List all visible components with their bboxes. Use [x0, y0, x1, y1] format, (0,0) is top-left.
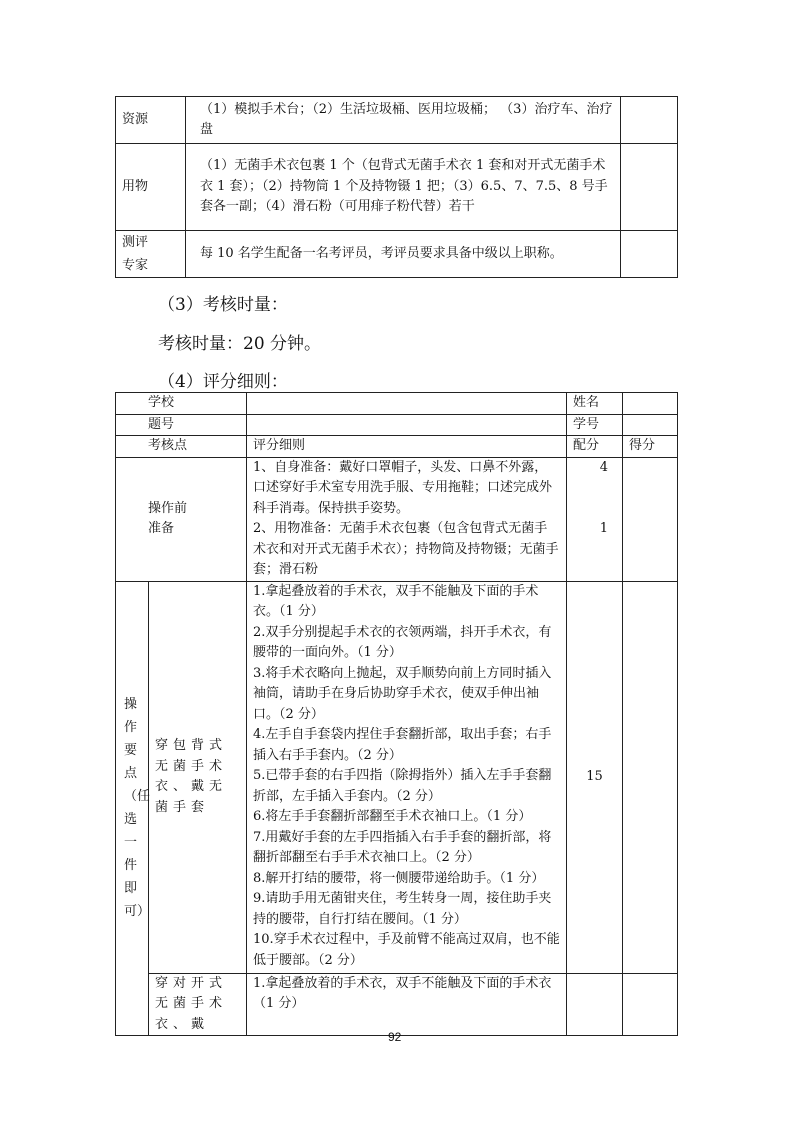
option2-steps: [247, 973, 567, 1036]
prep-item: 2、用物准备：无菌手术衣包裹（包含包背式无菌手术衣和对开式无菌手术衣）；持物筒及持物镊；无菌手套；滑石粉: [253, 521, 559, 577]
table-row: [116, 457, 678, 581]
step: 4.左手自手套袋内捏住手套翻折部，取出手套；右手插入右手手套内。（2 分）: [253, 727, 552, 763]
operation-label: 操作要点（任选一件即可）: [124, 697, 151, 920]
prep-detail-cell: [247, 457, 567, 581]
col-detail: 评分细则: [247, 436, 567, 458]
score-table: [115, 392, 678, 1036]
empty-cell: [621, 97, 678, 144]
school-label: 学校: [116, 393, 247, 415]
option1-steps: [247, 581, 567, 973]
option2-score: [623, 973, 678, 1036]
resources-table: [115, 96, 678, 278]
empty-cell: [621, 231, 678, 278]
option1-label-cell: [149, 581, 247, 973]
row-content: （1）无菌手术衣包裹 1 个（包背式无菌手术衣 1 套和对开式无菌手术衣 1 套）；（2）持物筒 1 个及持物镊 1 把；（3）6.5、7、7.5、8 号手套各一副；（4）滑石粉（可用痱子粉代替）若干: [186, 144, 621, 231]
question-label: 题号: [116, 414, 247, 436]
prep-score: [623, 457, 678, 581]
row-label-cell: [116, 231, 186, 278]
option2-label: 穿对开式无菌手术衣、戴: [155, 975, 228, 1032]
student-id-value: [623, 414, 678, 436]
prep-item: 1、自身准备：戴好口罩帽子，头发、口鼻不外露，口述穿好手术室专用洗手服、专用拖鞋；口述完成外科手消毒。保持拱手姿势。: [253, 459, 553, 516]
header-row: [116, 436, 678, 458]
row-label: 资源: [116, 97, 186, 144]
step: 10.穿手术衣过程中，手及前臂不能高过双肩，也不能低于腰部。（2 分）: [253, 932, 560, 968]
page-number: 92: [388, 1030, 402, 1044]
empty-cell: [621, 144, 678, 231]
col-point: 考核点: [116, 436, 247, 458]
name-label: 姓名: [567, 393, 623, 415]
section-heading: （3）考核时量：: [158, 295, 288, 315]
option2-label-cell: [149, 973, 247, 1036]
row-label: 测评专家: [122, 235, 149, 273]
question-value: [247, 414, 567, 436]
table-row: [116, 414, 678, 436]
step: 8.解开打结的腰带，将一侧腰带递给助手。（1 分）: [253, 870, 545, 886]
step: 9.请助手用无菌钳夹住，考生转身一周，接住助手夹持的腰带，自行打结在腰间。（1 分）: [253, 891, 552, 927]
row-content: （1）模拟手术台；（2）生活垃圾桶、医用垃圾桶； （3）治疗车、治疗盘: [186, 97, 621, 144]
table-row: [116, 393, 678, 415]
col-score: 得分: [623, 436, 678, 458]
step: 1.拿起叠放着的手术衣，双手不能触及下面的手术衣（1 分）: [253, 975, 552, 1011]
col-points: 配分: [567, 436, 623, 458]
option1-points: 15: [567, 581, 623, 973]
prep-points: 4: [599, 459, 609, 475]
step: 2.双手分别提起手术衣的衣领两端，抖开手术衣，有腰带的一面向外。（1 分）: [253, 624, 552, 660]
prep-points-cell: [567, 457, 623, 581]
option2-points: [567, 973, 623, 1036]
prep-points: 1: [599, 521, 609, 536]
step: 7.用戴好手套的左手四指插入右手手套的翻折部，将翻折部翻至右手手术衣袖口上。（2 分）: [253, 829, 552, 865]
table-row: [116, 231, 678, 278]
row-content: 每 10 名学生配备一名考评员，考评员要求具备中级以上职称。: [186, 231, 621, 278]
step: 6.将左手手套翻折部翻至手术衣袖口上。（1 分）: [253, 809, 532, 824]
step: 5.已带手套的右手四指（除拇指外）插入左手手套翻折部，左手插入手套内。（2 分）: [253, 768, 552, 804]
prep-label: 操作前准备: [148, 500, 188, 536]
table-row: [116, 97, 678, 144]
name-value: [623, 393, 678, 415]
prep-label-cell: [116, 457, 247, 581]
school-value: [247, 393, 567, 415]
table-row: [116, 581, 678, 973]
step: 3.将手术衣略向上抛起，双手顺势向前上方同时插入袖筒，请助手在身后协助穿手术衣，使双手伸出袖口。（2 分）: [253, 665, 552, 722]
duration-text: 考核时量：20 分钟。: [158, 334, 322, 354]
student-id-label: 学号: [567, 414, 623, 436]
operation-label-cell: [116, 581, 149, 1036]
table-row: [116, 144, 678, 231]
option1-score: [623, 581, 678, 973]
section-heading: （4）评分细则：: [158, 372, 288, 392]
row-label: 用物: [116, 144, 186, 231]
step: 1.拿起叠放着的手术衣，双手不能触及下面的手术衣。（1 分）: [253, 583, 539, 619]
table-row: [116, 973, 678, 1036]
option1-label: 穿包背式无菌手术衣、戴无菌手套: [155, 738, 228, 815]
